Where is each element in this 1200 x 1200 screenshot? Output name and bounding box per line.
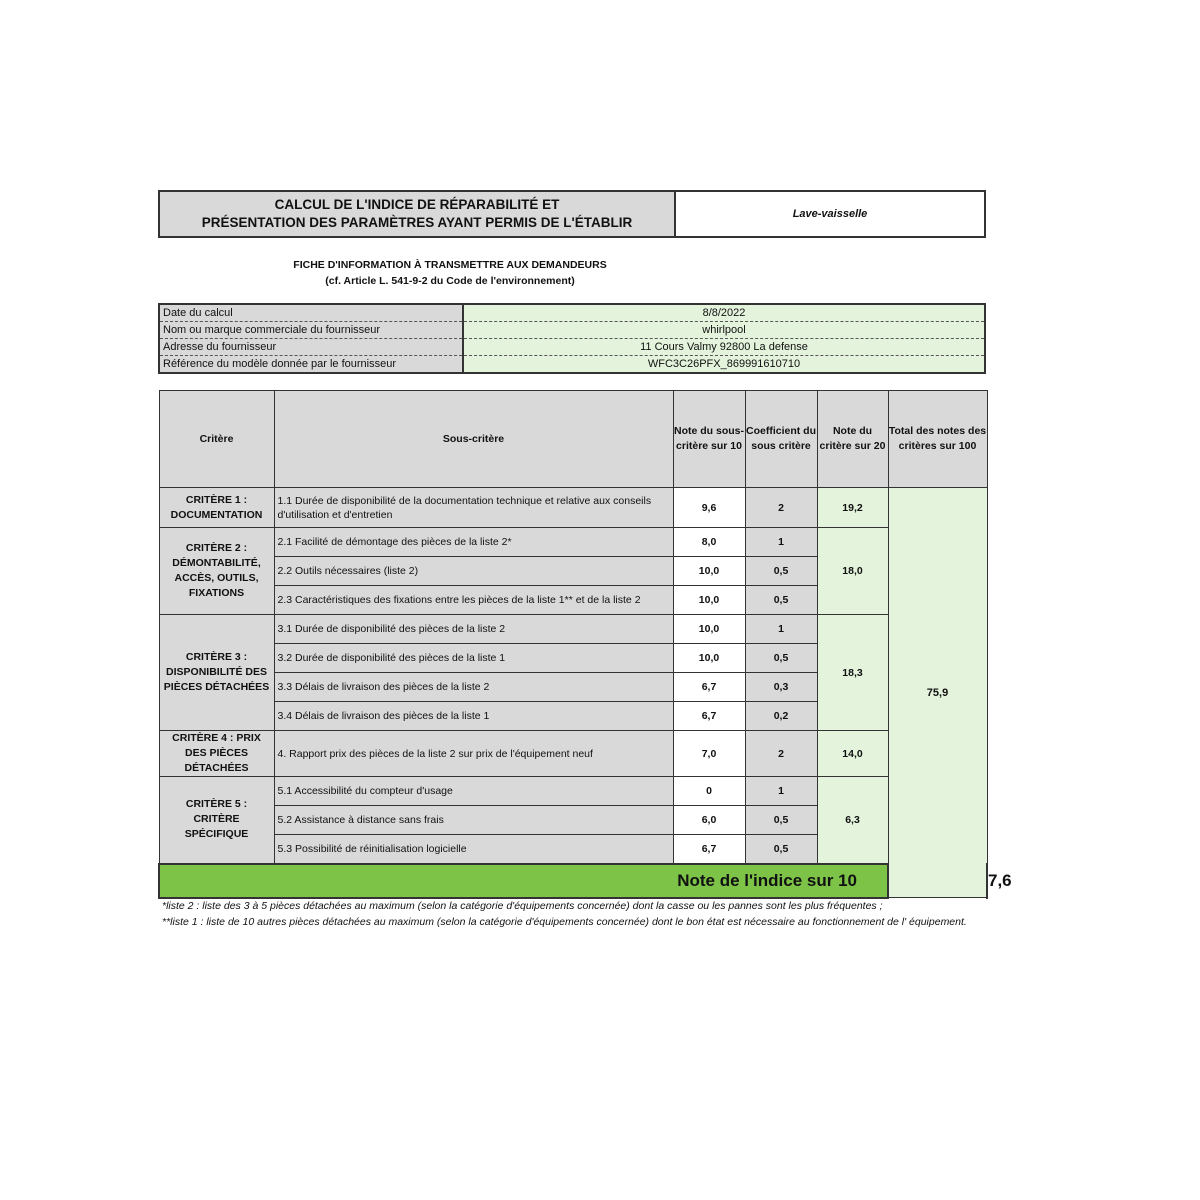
info-value: whirlpool xyxy=(463,322,985,339)
sub-criterion-note: 10,0 xyxy=(673,557,745,586)
sub-criterion-label: 5.1 Accessibilité du compteur d'usage xyxy=(274,777,673,806)
sub-criterion-label: 3.3 Délais de livraison des pièces de la liste 2 xyxy=(274,673,673,702)
sub-criterion-coef: 0,5 xyxy=(745,835,817,864)
sub-criterion-coef: 0,5 xyxy=(745,557,817,586)
subtitle-line-1: FICHE D'INFORMATION À TRANSMETTRE AUX DEMANDEURS xyxy=(293,259,607,271)
table-row xyxy=(159,528,987,557)
sub-criterion-coef: 0,5 xyxy=(745,806,817,835)
title-line-2: PRÉSENTATION DES PARAMÈTRES AYANT PERMIS DE L'ÉTABLIR xyxy=(201,215,633,230)
info-label: Référence du modèle donnée par le fournisseur xyxy=(159,356,463,374)
sub-criterion-label: 2.2 Outils nécessaires (liste 2) xyxy=(274,557,673,586)
info-value: WFC3C26PFX_869991610710 xyxy=(463,356,985,374)
col-header-total: Total des notes des critères sur 100 xyxy=(888,391,987,488)
sub-criterion-note: 10,0 xyxy=(673,644,745,673)
info-value: 8/8/2022 xyxy=(463,304,985,322)
criterion-score: 14,0 xyxy=(817,731,888,777)
info-row xyxy=(159,304,985,322)
sub-criterion-label: 1.1 Durée de disponibilité de la documentation technique et relative aux conseils d'utilisation et d'entretien xyxy=(274,488,673,528)
header-row xyxy=(159,391,987,488)
sub-criterion-coef: 0,5 xyxy=(745,586,817,615)
sub-criterion-label: 5.3 Possibilité de réinitialisation logicielle xyxy=(274,835,673,864)
info-row xyxy=(159,339,985,356)
sub-criterion-coef: 0,2 xyxy=(745,702,817,731)
info-row xyxy=(159,322,985,339)
table-row xyxy=(159,615,987,644)
sub-criterion-coef: 1 xyxy=(745,777,817,806)
sub-criterion-label: 3.1 Durée de disponibilité des pièces de la liste 2 xyxy=(274,615,673,644)
sub-criterion-note: 9,6 xyxy=(673,488,745,528)
sub-criterion-note: 6,0 xyxy=(673,806,745,835)
table-row xyxy=(159,488,987,528)
total-score: 75,9 xyxy=(888,488,987,898)
criterion-score: 6,3 xyxy=(817,777,888,864)
sub-criterion-label: 2.1 Facilité de démontage des pièces de la liste 2* xyxy=(274,528,673,557)
repairability-score-table xyxy=(158,390,1012,899)
sub-criterion-label: 2.3 Caractéristiques des fixations entre les pièces de la liste 1** et de la liste 2 xyxy=(274,586,673,615)
col-header-critere: Critère xyxy=(159,391,274,488)
col-header-note-critere: Note du critère sur 20 xyxy=(817,391,888,488)
sub-criterion-coef: 0,3 xyxy=(745,673,817,702)
subtitle-line-2: (cf. Article L. 541-9-2 du Code de l'environnement) xyxy=(325,275,575,287)
criterion-score: 18,0 xyxy=(817,528,888,615)
info-label: Nom ou marque commerciale du fournisseur xyxy=(159,322,463,339)
criterion-name: CRITÈRE 2 : DÉMONTABILITÉ, ACCÈS, OUTILS, FIXATIONS xyxy=(159,528,274,615)
supplier-info-table xyxy=(158,303,986,374)
sub-criterion-label: 4. Rapport prix des pièces de la liste 2 sur prix de l'équipement neuf xyxy=(274,731,673,777)
info-value: 11 Cours Valmy 92800 La defense xyxy=(463,339,985,356)
criterion-score: 18,3 xyxy=(817,615,888,731)
sub-criterion-coef: 1 xyxy=(745,615,817,644)
sub-criterion-label: 3.4 Délais de livraison des pièces de la liste 1 xyxy=(274,702,673,731)
sub-criterion-note: 10,0 xyxy=(673,586,745,615)
table-row xyxy=(159,777,987,806)
sub-criterion-note: 10,0 xyxy=(673,615,745,644)
sub-criterion-note: 6,7 xyxy=(673,835,745,864)
sub-criterion-label: 5.2 Assistance à distance sans frais xyxy=(274,806,673,835)
info-label: Adresse du fournisseur xyxy=(159,339,463,356)
criterion-name: CRITÈRE 4 : PRIX DES PIÈCES DÉTACHÉES xyxy=(159,731,274,777)
title-block xyxy=(158,190,986,238)
criterion-score: 19,2 xyxy=(817,488,888,528)
col-header-coef: Coefficient du sous critère xyxy=(745,391,817,488)
sub-criterion-note: 6,7 xyxy=(673,702,745,731)
subtitle xyxy=(158,257,742,289)
product-category: Lave-vaisselle xyxy=(792,208,868,220)
footnotes xyxy=(162,899,992,930)
footnote-list-1: **liste 1 : liste de 10 autres pièces détachées au maximum (selon la catégorie d'équipements concernée) dont le bon état est nécessaire au fonctionnement de l' équipement. xyxy=(162,915,967,928)
sub-criterion-label: 3.2 Durée de disponibilité des pièces de la liste 1 xyxy=(274,644,673,673)
sub-criterion-coef: 0,5 xyxy=(745,644,817,673)
info-row xyxy=(159,356,985,374)
page-title xyxy=(160,192,676,236)
sub-criterion-note: 6,7 xyxy=(673,673,745,702)
sub-criterion-note: 8,0 xyxy=(673,528,745,557)
sub-criterion-coef: 1 xyxy=(745,528,817,557)
sub-criterion-note: 0 xyxy=(673,777,745,806)
info-label: Date du calcul xyxy=(159,304,463,322)
final-score-label: Note de l'indice sur 10 xyxy=(159,864,888,898)
criterion-name: CRITÈRE 3 : DISPONIBILITÉ DES PIÈCES DÉTACHÉES xyxy=(159,615,274,731)
criterion-name: CRITÈRE 5 : CRITÈRE SPÉCIFIQUE xyxy=(159,777,274,864)
sub-criterion-note: 7,0 xyxy=(673,731,745,777)
sub-criterion-coef: 2 xyxy=(745,488,817,528)
col-header-sous-critere: Sous-critère xyxy=(274,391,673,488)
footnote-list-2: *liste 2 : liste des 3 à 5 pièces détachées au maximum (selon la catégorie d'équipements concernée) dont la casse ou les pannes sont les plus fréquentes ; xyxy=(162,900,883,912)
title-line-1: CALCUL DE L'INDICE DE RÉPARABILITÉ ET xyxy=(274,197,560,212)
col-header-note-sous: Note du sous-critère sur 10 xyxy=(673,391,745,488)
final-score-row: Note de l'indice sur 10 7,6 xyxy=(159,864,987,898)
table-row xyxy=(159,731,987,777)
sub-criterion-coef: 2 xyxy=(745,731,817,777)
criterion-name: CRITÈRE 1 : DOCUMENTATION xyxy=(159,488,274,528)
